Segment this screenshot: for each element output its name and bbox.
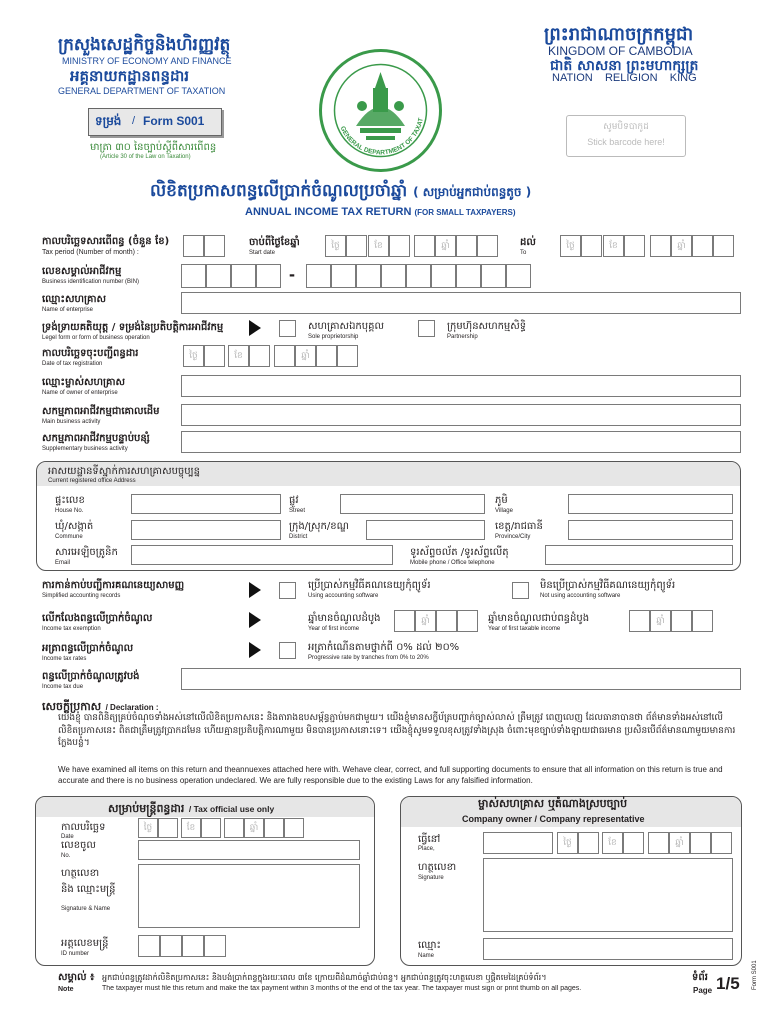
first-taxable-en: Year of first taxable income — [488, 626, 561, 632]
declaration-title-kh: សេចក្តីប្រកាស — [42, 700, 102, 713]
tin-digit-5[interactable] — [306, 264, 331, 288]
barcode-box — [566, 115, 686, 157]
owner-name-sign-field[interactable] — [483, 938, 733, 960]
records-en: Simplified accounting records — [42, 593, 121, 599]
place-kh: ធ្វើនៅ — [418, 834, 441, 845]
form-label-en: Form S001 — [143, 114, 205, 128]
tin-digit-7[interactable] — [356, 264, 381, 288]
arrow-icon — [249, 642, 261, 658]
tax-official-title-en: / Tax official use only — [188, 804, 275, 814]
article-kh: មាត្រា ៣០ នៃច្បាប់ស្តីពីសារពើពន្ធ — [90, 142, 217, 153]
owner-day-1[interactable]: ថ្ងៃ — [557, 832, 578, 854]
official-id-digit-2[interactable] — [160, 935, 182, 957]
tin-digit-8[interactable] — [381, 264, 406, 288]
reg-day-2[interactable] — [204, 345, 225, 367]
ministry-kh: ក្រសួងសេដ្ឋកិច្ចនិងហិរញ្ញវត្ថុ — [58, 35, 231, 55]
tax-period-digit-2[interactable] — [204, 235, 225, 257]
title-kh-sub: ( សម្រាប់អ្នកជាប់ពន្ធតូច ) — [413, 185, 532, 199]
enterprise-name-en: Name of enterprise — [42, 307, 94, 313]
place-field[interactable] — [483, 832, 553, 854]
village-en: Village — [495, 508, 513, 514]
title-en — [245, 206, 516, 218]
tin-digit-12[interactable] — [481, 264, 506, 288]
end-year-2[interactable]: ឆ្នាំ — [671, 235, 692, 257]
phone-kh: ទូរស័ព្ទចល័ត /ទូរស័ព្ទលើតុ — [410, 547, 509, 558]
page-number — [716, 974, 740, 994]
tin-digit-13[interactable] — [506, 264, 531, 288]
note-text-en: The taxpayer must file this return and make the tax payment within 3 months of the end of the tax year. The taxpayer must sign or print thumb on all pages. — [102, 985, 582, 992]
official-sig-kh: ហត្ថលេខា — [61, 868, 100, 879]
province-kh: ខេត្ត/រាជធានី — [495, 521, 543, 532]
rates-en: Income tax rates — [42, 656, 87, 662]
first-income-en: Year of first income — [308, 626, 360, 632]
tin-kh: លេខសម្គាល់អាជីវកម្ម — [42, 266, 122, 277]
tin-dash: - — [289, 264, 295, 284]
legal-form-en: Legel form or form of business operation — [42, 335, 150, 341]
end-year-3[interactable] — [692, 235, 713, 257]
tax-period-kh: កាលបរិច្ឆេទសារពើពន្ធ (ចំនួន ខែ) — [42, 236, 170, 247]
official-year-1[interactable] — [224, 818, 244, 838]
supp-activity-en: Supplementary business activity — [42, 446, 128, 452]
first-income-year-1[interactable] — [394, 610, 415, 632]
tax-period-en: Tax period (Number of month) : — [42, 249, 139, 256]
form-label-box — [88, 108, 222, 136]
official-no-field[interactable] — [138, 840, 360, 860]
tin-digit-3[interactable] — [231, 264, 256, 288]
arrow-icon — [249, 612, 261, 628]
first-income-year-4[interactable] — [457, 610, 478, 632]
supp-activity-field[interactable] — [181, 431, 741, 453]
official-date-en: Date — [61, 834, 74, 840]
start-year-3[interactable] — [456, 235, 477, 257]
form-side-label: Form S001 — [752, 960, 758, 990]
official-year-4[interactable] — [284, 818, 304, 838]
start-year-1[interactable] — [414, 235, 435, 257]
page-kh: ទំព័រ — [692, 972, 708, 983]
end-day-1[interactable]: ថ្ងៃ — [560, 235, 581, 257]
owner-sig-kh: ហត្ថលេខា — [418, 862, 457, 873]
rates-kh: អត្រាពន្ធលើប្រាក់ចំណូល — [42, 643, 134, 654]
tax-period-digit-1[interactable] — [183, 235, 204, 257]
phone-field[interactable] — [545, 545, 733, 565]
title-en-sub: (FOR SMALL TAXPAYERS) — [414, 208, 516, 217]
kingdom-kh: ព្រះរាជាណាចក្រកម្ពុជា — [544, 24, 694, 45]
first-income-year-2[interactable]: ឆ្នាំ — [415, 610, 436, 632]
house-kh: ផ្ទះលេខ — [55, 495, 85, 506]
sole-kh: សហគ្រាសឯកបុគ្គល — [308, 321, 384, 332]
note-label-en: Note — [58, 986, 74, 993]
start-day-1[interactable]: ថ្ងៃ — [325, 235, 346, 257]
commune-field[interactable] — [131, 520, 281, 540]
first-taxable-year-3[interactable] — [671, 610, 692, 632]
using-software-checkbox[interactable] — [279, 582, 296, 599]
exempt-kh: លើកលែងពន្ធលើប្រាក់ចំណូល — [42, 613, 153, 624]
form-label-kh: ទម្រង់ — [95, 114, 122, 128]
legal-form-kh: ទ្រង់ទ្រាយគតិយុត្ត / ទម្រង់នៃប្រតិបត្តិការអាជីវកម្ម — [42, 322, 224, 333]
kingdom-en: KINGDOM OF CAMBODIA — [548, 44, 693, 58]
reg-day-1[interactable]: ថ្ងៃ — [183, 345, 204, 367]
commune-en: Commune — [55, 534, 83, 540]
tin-digit-6[interactable] — [331, 264, 356, 288]
declaration-text-kh: យើងខ្ញុំ បានពិនិត្យគ្រប់ចំណុចទាំងអស់នៅលើលិខិតប្រកាសនេះ និងតារាងឧបសម្ព័ន្ធភ្ជាប់មកជាមួយ។ យើងខ្ញុំមានសក្ខីប័ត្របញ្ជាក់ច្បាស់លាស់ ត្រឹមត្រូវ ពេញលេញ ដែលធានាបានថា ព័ត៌មានទាំងអស់នៅលើលិខិតប្រកាសនេះ ពិតជាត្រឹមត្រូវប្រាកដមែន ហើយគ្មានប្រតិបត្តិការណាមួយ មិនបានប្រកាសនោះទេ។ យើងខ្ញុំសូមទទួលខុសត្រូវទាំងស្រុង ចំពោះមុខច្បាប់ទាំងឡាយជាធរមាន ប្រសិនបើព័ត៌មានណាមួយមានការក្លែងបន្លំ។ — [58, 713, 736, 748]
records-kh: ការកាន់កាប់បញ្ជីការគណនេយ្យសាមញ្ញ — [42, 580, 185, 591]
partner-kh: ក្រុមហ៊ុនសហកម្មសិទ្ធិ — [447, 321, 527, 332]
district-kh: ក្រុង/ស្រុក/ខណ្ឌ — [289, 521, 349, 532]
start-month-1[interactable]: ខែ — [368, 235, 389, 257]
tax-official-title — [108, 799, 274, 818]
tin-digit-2[interactable] — [206, 264, 231, 288]
owner-sig-en: Signature — [418, 875, 444, 881]
owner-name-kh: ឈ្មោះម្ចាស់សហគ្រាស — [42, 377, 126, 388]
reg-year-2[interactable]: ឆ្នាំ — [295, 345, 316, 367]
official-id-digit-3[interactable] — [182, 935, 204, 957]
barcode-en: Stick barcode here! — [587, 137, 665, 147]
owner-name-en: Name of owner of enterprise — [42, 390, 118, 396]
department-kh: អគ្គនាយកដ្ឋានពន្ធដារ — [70, 67, 190, 85]
owner-day-2[interactable] — [578, 832, 599, 854]
note-text-kh: អ្នកជាប់ពន្ធត្រូវដាក់លិខិតប្រកាសនេះ និងបង់ប្រាក់ពន្ធក្នុងរយៈពេល ៣ខែ ក្រោយពីដំណាច់ឆ្នាំជាប់ពន្ធ។ អ្នកជាប់ពន្ធត្រូវចុះហត្ថលេខា ឬផ្តិតមេដៃគ្រប់ទំព័រ។ — [102, 973, 547, 982]
official-day-2[interactable] — [158, 818, 178, 838]
first-taxable-year-4[interactable] — [692, 610, 713, 632]
using-en: Using accounting software — [308, 593, 379, 599]
tax-due-kh: ពន្ធលើប្រាក់ចំណូលត្រូវបង់ — [42, 671, 140, 682]
page-slash: / — [725, 974, 731, 993]
end-year-4[interactable] — [713, 235, 734, 257]
start-year-2[interactable]: ឆ្នាំ — [435, 235, 456, 257]
owner-name-label-en: Name — [418, 953, 435, 959]
partnership-checkbox[interactable] — [418, 320, 435, 337]
not-using-en: Not using accounting software — [540, 593, 621, 599]
enterprise-name-field[interactable] — [181, 292, 741, 314]
arrow-icon — [249, 320, 261, 336]
arrow-icon — [249, 582, 261, 598]
official-id-digit-4[interactable] — [204, 935, 226, 957]
progressive-en: Progressive rate by tranches from 0% to 20% — [308, 655, 429, 661]
official-month-2[interactable] — [201, 818, 221, 838]
house-en: House No. — [55, 508, 84, 514]
logo-text: GENERAL DEPARTMENT OF TAXAT — [338, 117, 425, 157]
reg-date-en: Date of tax registration — [42, 361, 103, 367]
reg-year-3[interactable] — [316, 345, 337, 367]
gdt-logo — [318, 48, 443, 173]
tin-en: Business identification number (BIN) — [42, 279, 140, 285]
title-kh-main: លិខិតប្រកាសពន្ធលើប្រាក់ចំណូលប្រចាំឆ្នាំ — [150, 181, 408, 201]
to-kh: ដល់ — [520, 237, 536, 248]
village-kh: ភូមិ — [495, 495, 508, 506]
start-date-en: Start date — [249, 250, 276, 256]
email-kh: សារអេឡិចត្រូនិក — [55, 547, 118, 558]
not-using-software-checkbox[interactable] — [512, 582, 529, 599]
main-activity-kh: សកម្មភាពអាជីវកម្មជាគោលដើម — [42, 406, 160, 417]
reg-year-1[interactable] — [274, 345, 295, 367]
tin-digit-1[interactable] — [181, 264, 206, 288]
ministry-en: MINISTRY OF ECONOMY AND FINANCE — [62, 56, 232, 66]
reg-month-1[interactable]: ខែ — [228, 345, 249, 367]
sole-en: Sole proprietorship — [308, 334, 359, 340]
village-field[interactable] — [568, 494, 733, 514]
official-id-kh: អត្តលេខមន្ត្រី — [61, 938, 109, 949]
tax-due-en: Income tax due — [42, 684, 84, 690]
progressive-rate-checkbox[interactable] — [279, 642, 296, 659]
district-en: District — [289, 534, 308, 540]
page-en: Page — [693, 986, 713, 995]
official-sig-kh2: និង ឈ្មោះមន្ត្រី — [61, 884, 116, 895]
owner-year-3[interactable] — [690, 832, 711, 854]
exempt-en: Income tax exemption — [42, 626, 101, 632]
enterprise-name-kh: ឈ្មោះសហគ្រាស — [42, 294, 107, 305]
supp-activity-kh: សកម្មភាពអាជីវកម្មបន្ទាប់បន្សំ — [42, 433, 150, 444]
address-title-en: Current registered office Address — [48, 478, 136, 484]
declaration-title-en: / Declaration : — [105, 703, 159, 712]
end-month-2[interactable] — [624, 235, 645, 257]
tin-digit-10[interactable] — [431, 264, 456, 288]
official-signature-field[interactable] — [138, 864, 360, 928]
start-date-kh: ចាប់ពីថ្ងៃខែឆ្នាំ — [249, 237, 300, 248]
owner-title-en: Company owner / Company representative — [462, 814, 645, 824]
motto-kh: ជាតិ សាសនា ព្រះមហាក្សត្រ — [550, 58, 699, 74]
official-month-1[interactable]: ខែ — [181, 818, 201, 838]
reg-month-2[interactable] — [249, 345, 270, 367]
start-day-2[interactable] — [346, 235, 367, 257]
owner-month-2[interactable] — [623, 832, 644, 854]
note-label-kh: សម្គាល់ ៖ — [58, 972, 95, 983]
street-en: Street — [289, 508, 306, 514]
owner-signature-field[interactable] — [483, 858, 733, 932]
not-using-kh: មិនប្រើប្រាស់កម្មវិធីគណនេយ្យកុំព្យូទ័រ — [540, 580, 676, 591]
gdt-emblem-icon — [318, 48, 443, 173]
reg-year-4[interactable] — [337, 345, 358, 367]
department-en: GENERAL DEPARTMENT OF TAXATION — [58, 86, 226, 96]
place-en: Place, — [418, 846, 435, 852]
reg-date-kh: កាលបរិច្ឆេទចុះបញ្ជីពន្ធដារ — [42, 348, 139, 359]
progressive-kh: អត្រាកំណើនតាមថ្នាក់ពី ០% ដល់ ២០% — [308, 642, 460, 653]
first-taxable-kh: ឆ្នាំមានចំណូលជាប់ពន្ធដំបូង — [488, 613, 590, 624]
end-month-1[interactable]: ខែ — [603, 235, 624, 257]
official-no-en: No. — [61, 853, 71, 859]
to-en: To — [520, 250, 527, 256]
first-taxable-year-1[interactable] — [629, 610, 650, 632]
house-field[interactable] — [131, 494, 281, 514]
declaration-text-en: We have examined all items on this return and theannuexes attached here with. Wehave clear, correct, and full supporting documents to ensure that all information on this return is true and accurate and there is no business operation undeclared. We are fully responsible due to the existing Laws for any falsified information. — [58, 765, 723, 785]
using-kh: ប្រើប្រាស់កម្មវិធីគណនេយ្យកុំព្យូទ័រ — [308, 580, 431, 591]
email-en: Email — [55, 560, 71, 566]
end-year-1[interactable] — [650, 235, 671, 257]
title-kh — [150, 180, 531, 205]
owner-title-kh: ម្ចាស់សហគ្រាស ឬតំណាងស្របច្បាប់ — [478, 797, 628, 810]
commune-kh: ឃុំ/សង្កាត់ — [55, 521, 94, 532]
owner-year-2[interactable]: ឆ្នាំ — [669, 832, 690, 854]
first-income-year-3[interactable] — [436, 610, 457, 632]
barcode-kh: សូមបិទបាកូដ — [603, 122, 649, 132]
owner-name-label-kh: ឈ្មោះ — [418, 940, 441, 951]
article-en: (Article 30 of the Law on Taxation) — [100, 154, 191, 160]
official-year-2[interactable]: ឆ្នាំ — [244, 818, 264, 838]
official-no-kh: លេខចូល — [61, 840, 96, 851]
official-year-3[interactable] — [264, 818, 284, 838]
main-activity-field[interactable] — [181, 404, 741, 426]
end-day-2[interactable] — [581, 235, 602, 257]
page-current: 1 — [716, 974, 726, 993]
first-income-kh: ឆ្នាំមានចំណូលដំបូង — [308, 613, 381, 624]
official-id-digit-1[interactable] — [138, 935, 160, 957]
province-en: Province/City — [495, 534, 531, 540]
start-year-4[interactable] — [477, 235, 498, 257]
tin-digit-11[interactable] — [456, 264, 481, 288]
title-en-main: ANNUAL INCOME TAX RETURN — [245, 206, 412, 218]
email-field[interactable] — [131, 545, 393, 565]
tax-due-field[interactable] — [181, 668, 741, 690]
partner-en: Partnership — [447, 334, 478, 340]
owner-name-field[interactable] — [181, 375, 741, 397]
page-total: 5 — [730, 974, 740, 993]
official-day-1[interactable]: ថ្ងៃ — [138, 818, 158, 838]
phone-en: Mobile phone / Office telephone — [410, 560, 495, 566]
owner-year-1[interactable] — [648, 832, 669, 854]
owner-year-4[interactable] — [711, 832, 732, 854]
tax-official-title-kh: សម្រាប់មន្ត្រីពន្ធដារ — [108, 802, 185, 815]
district-field[interactable] — [366, 520, 485, 540]
official-sig-en: Signature & Name — [61, 906, 111, 912]
owner-month-1[interactable]: ខែ — [602, 832, 623, 854]
main-activity-en: Main business activity — [42, 419, 101, 425]
street-kh: ផ្លូវ — [289, 495, 299, 506]
tin-digit-9[interactable] — [406, 264, 431, 288]
motto-en: NATION RELIGION KING — [552, 72, 697, 84]
tin-digit-4[interactable] — [256, 264, 281, 288]
official-date-kh: កាលបរិច្ឆេទ — [61, 822, 106, 833]
street-field[interactable] — [340, 494, 485, 514]
address-title-kh: អាសយដ្ឋានទីស្នាក់ការសហគ្រាសបច្ចុប្បន្ន — [48, 466, 200, 477]
official-id-en: ID number — [61, 951, 90, 957]
sole-proprietorship-checkbox[interactable] — [279, 320, 296, 337]
start-month-2[interactable] — [389, 235, 410, 257]
first-taxable-year-2[interactable]: ឆ្នាំ — [650, 610, 671, 632]
form-label-sep: / — [132, 115, 136, 127]
province-field[interactable] — [568, 520, 733, 540]
